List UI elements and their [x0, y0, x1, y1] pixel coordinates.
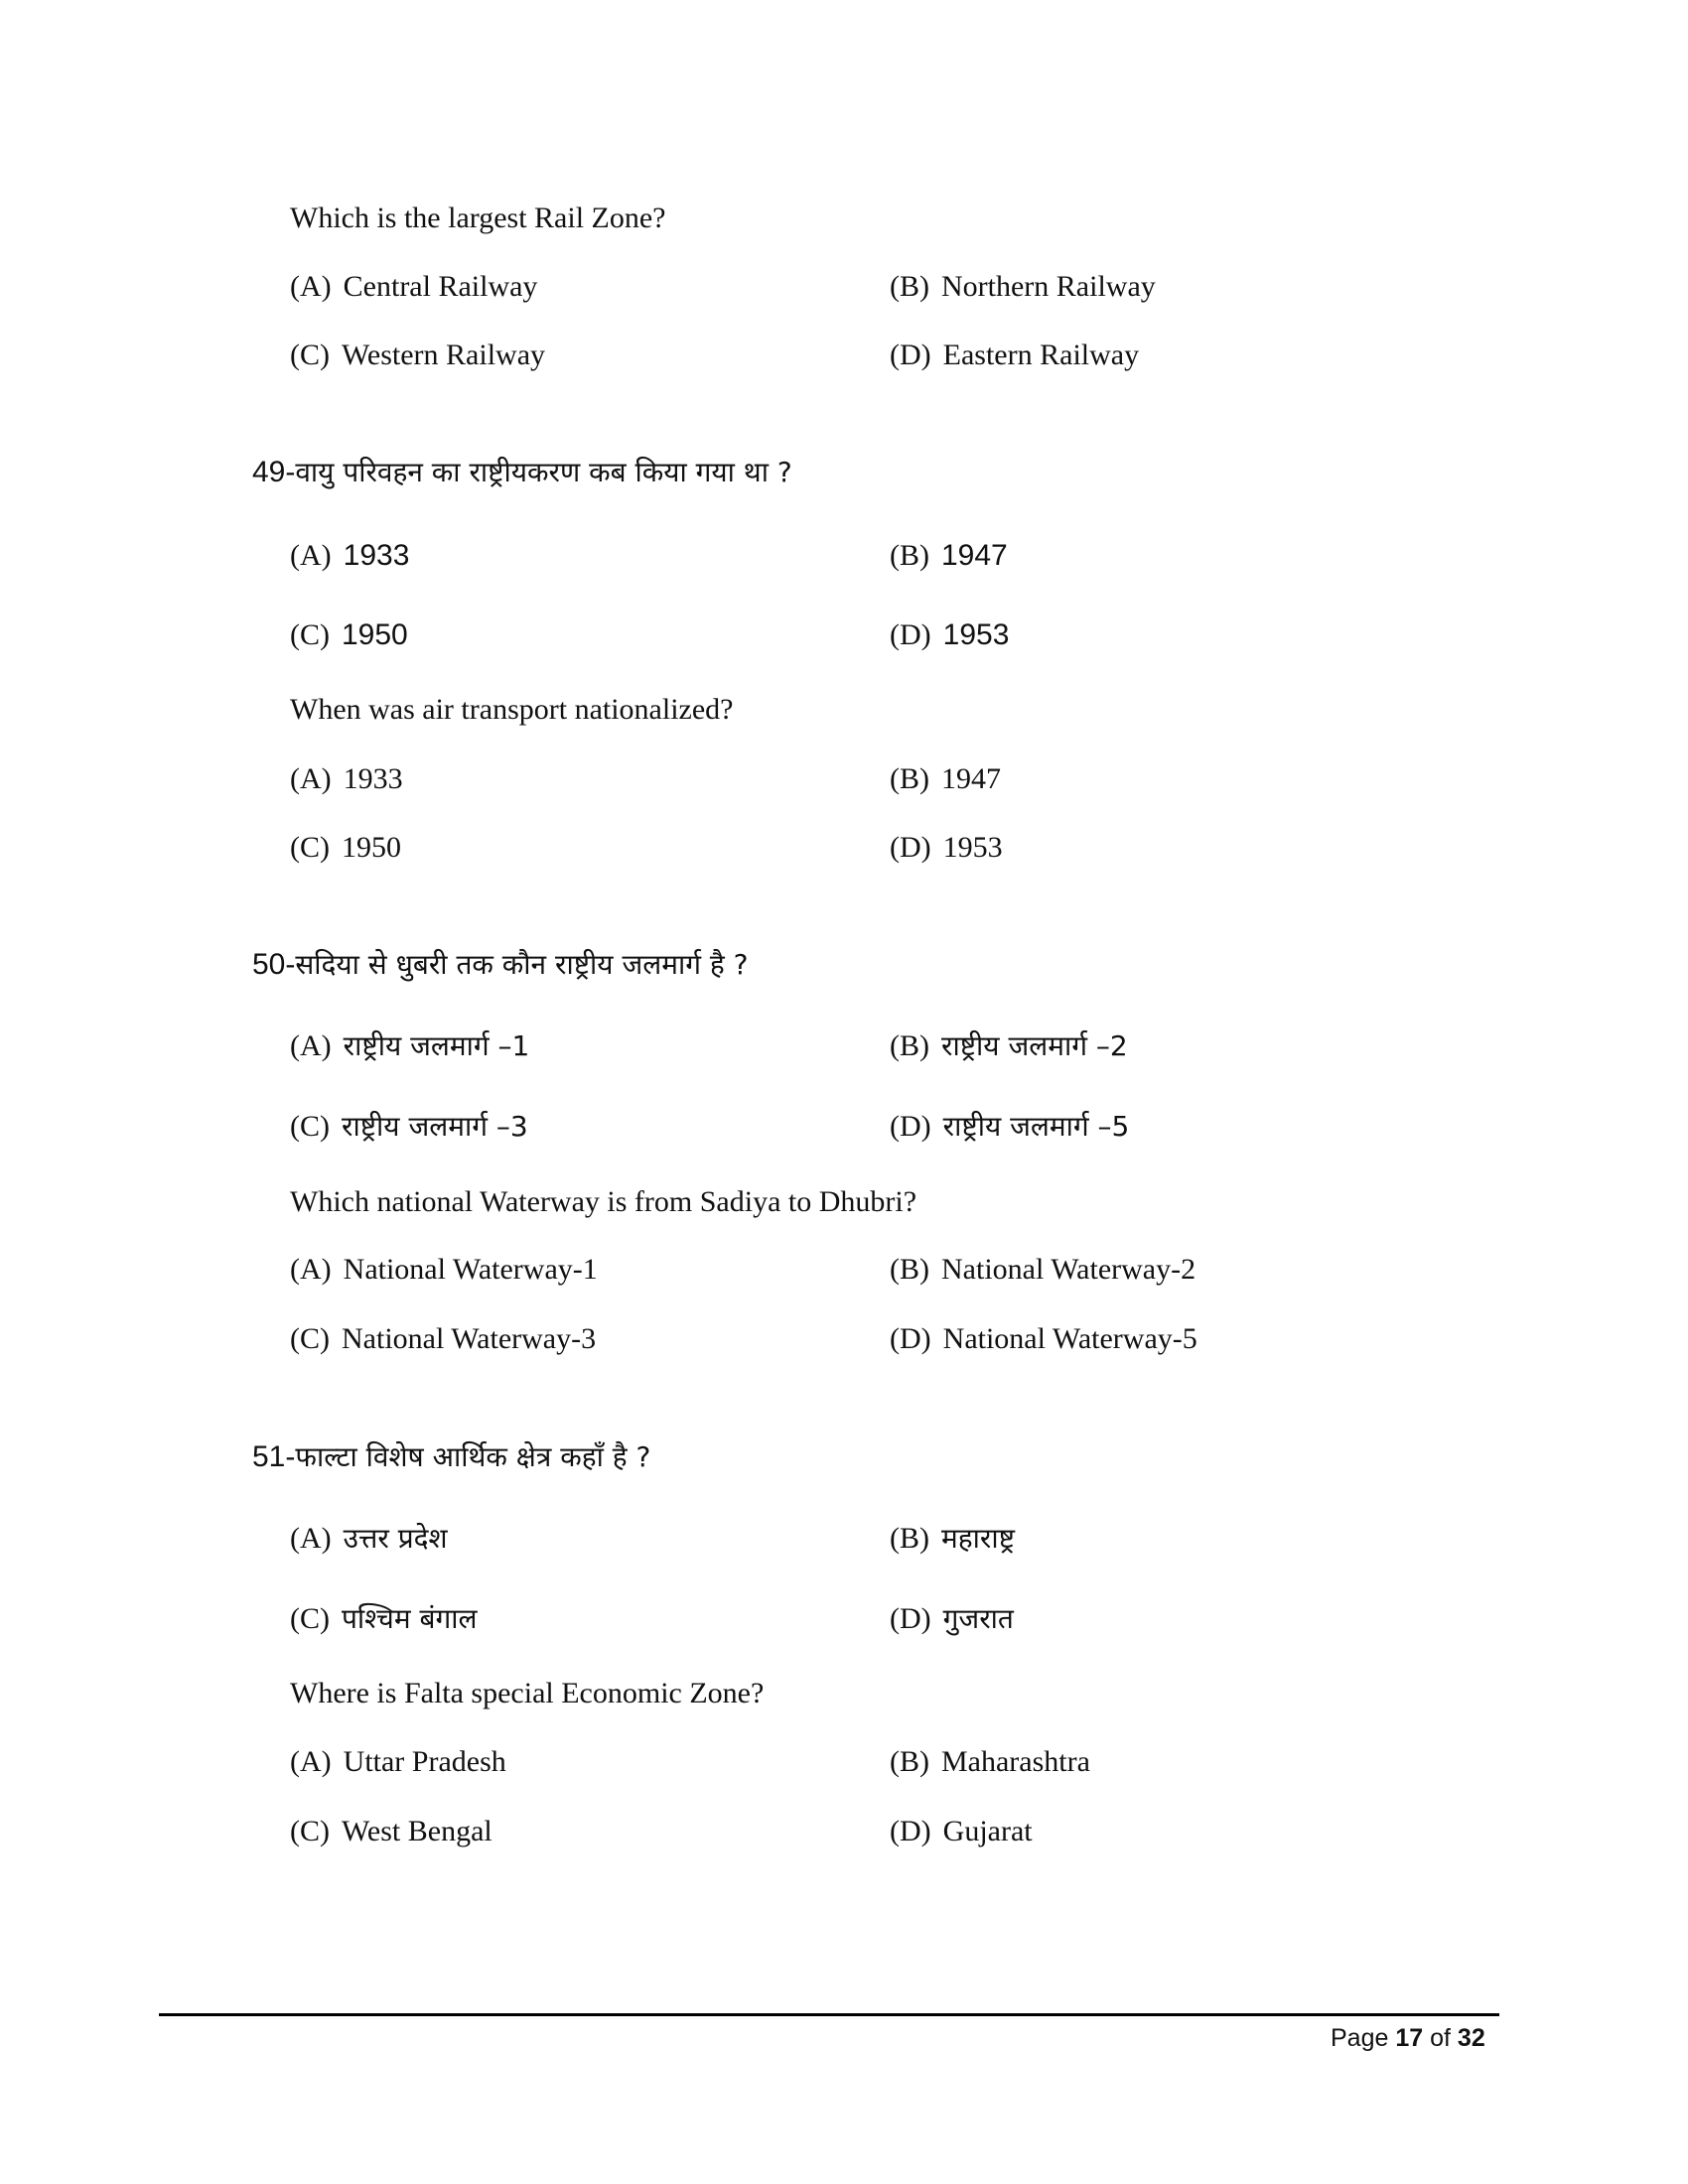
option-label: (B): [890, 1253, 929, 1286]
total-pages: 32: [1457, 2024, 1485, 2052]
option-c: [290, 830, 401, 866]
option-label: (D): [890, 618, 931, 651]
option-text: राष्ट्रीय जलमार्ग –1: [343, 1029, 530, 1062]
option-label: (B): [890, 539, 929, 572]
option-a: [290, 1252, 598, 1288]
question-text: फाल्टा विशेष आर्थिक क्षेत्र कहाँ है ?: [295, 1440, 651, 1473]
page-word: Page: [1331, 2024, 1389, 2052]
option-c: [290, 1814, 492, 1849]
option-text: राष्ट्रीय जलमार्ग –3: [342, 1110, 528, 1143]
option-text: National Waterway-2: [941, 1253, 1196, 1286]
option-c: [290, 617, 408, 653]
option-text: Northern Railway: [941, 270, 1156, 303]
option-a: [290, 1028, 529, 1064]
option-b: [890, 1521, 1015, 1557]
option-a: [290, 538, 409, 574]
option-b: [890, 761, 1001, 797]
option-label: (C): [290, 1815, 330, 1847]
question-number: 50-: [252, 948, 296, 981]
option-d: [890, 1109, 1129, 1145]
option-label: (C): [290, 1110, 330, 1143]
option-label: (D): [890, 1110, 931, 1143]
option-label: (A): [290, 1029, 332, 1062]
option-text: गुजरात: [942, 1602, 1014, 1635]
option-c: [290, 1109, 528, 1145]
option-label: (C): [290, 1322, 330, 1355]
option-a: [290, 761, 403, 797]
option-text: Eastern Railway: [942, 339, 1140, 371]
option-text: National Waterway-1: [343, 1253, 598, 1286]
option-d: [890, 1601, 1014, 1637]
option-label: (A): [290, 539, 332, 572]
option-label: (D): [890, 1322, 931, 1355]
question-number: 51-: [252, 1440, 296, 1473]
option-a: [290, 1521, 448, 1557]
option-text: Central Railway: [343, 270, 538, 303]
question-text: सदिया से धुबरी तक कौन राष्ट्रीय जलमार्ग है ?: [295, 948, 749, 981]
option-label: (A): [290, 1522, 332, 1555]
option-label: (C): [290, 1602, 330, 1635]
option-a: [290, 1744, 506, 1780]
option-label: (A): [290, 762, 332, 795]
option-text: राष्ट्रीय जलमार्ग –2: [941, 1029, 1128, 1062]
question-text: Where is Falta special Economic Zone?: [290, 1677, 765, 1709]
question-text: Which national Waterway is from Sadiya to Dhubri?: [290, 1185, 917, 1218]
option-text: 1947: [941, 762, 1001, 795]
page-number: [1331, 2021, 1485, 2055]
option-text: पश्चिम बंगाल: [342, 1602, 478, 1635]
current-page: 17: [1395, 2024, 1424, 2052]
option-text: राष्ट्रीय जलमार्ग –5: [942, 1110, 1130, 1143]
question-text: Which is the largest Rail Zone?: [290, 202, 666, 234]
option-b: [890, 269, 1156, 305]
of-word: of: [1430, 2024, 1451, 2052]
option-label: (B): [890, 1029, 929, 1062]
option-d: [890, 830, 1003, 866]
question-text: वायु परिवहन का राष्ट्रीयकरण कब किया गया था ?: [295, 456, 792, 488]
option-label: (A): [290, 1253, 332, 1286]
option-d: [890, 338, 1139, 373]
option-c: [290, 1601, 477, 1637]
option-label: (C): [290, 618, 330, 651]
option-text: Uttar Pradesh: [343, 1745, 506, 1778]
question-number: 49-: [252, 456, 296, 488]
option-c: [290, 1321, 596, 1357]
option-d: [890, 1321, 1197, 1357]
option-label: (B): [890, 1522, 929, 1555]
option-label: (A): [290, 270, 332, 303]
option-label: (C): [290, 339, 330, 371]
option-label: (D): [890, 1602, 931, 1635]
option-text: Maharashtra: [941, 1745, 1090, 1778]
option-text: Gujarat: [942, 1815, 1033, 1847]
option-text: National Waterway-5: [942, 1322, 1197, 1355]
option-d: [890, 1814, 1033, 1849]
option-text: उत्तर प्रदेश: [343, 1522, 448, 1555]
option-text: Western Railway: [342, 339, 546, 371]
option-text: 1950: [342, 618, 408, 651]
option-b: [890, 1252, 1196, 1288]
option-label: (D): [890, 1815, 931, 1847]
question-hindi: [252, 455, 792, 490]
option-label: (A): [290, 1745, 332, 1778]
option-text: 1953: [942, 831, 1003, 864]
option-a: [290, 269, 537, 305]
question-hindi: [252, 1439, 650, 1475]
option-label: (D): [890, 339, 931, 371]
option-b: [890, 1028, 1128, 1064]
option-label: (B): [890, 762, 929, 795]
option-label: (B): [890, 270, 929, 303]
option-text: National Waterway-3: [342, 1322, 597, 1355]
option-d: [890, 617, 1009, 653]
option-label: (D): [890, 831, 931, 864]
option-text: 1933: [343, 539, 410, 572]
option-c: [290, 338, 545, 373]
option-text: 1953: [942, 618, 1010, 651]
option-text: 1950: [342, 831, 401, 864]
option-text: महाराष्ट्र: [941, 1522, 1015, 1555]
option-b: [890, 1744, 1090, 1780]
question-text: When was air transport nationalized?: [290, 693, 734, 726]
option-text: West Bengal: [342, 1815, 492, 1847]
footer-rule: [159, 2013, 1499, 2016]
option-b: [890, 538, 1008, 574]
option-text: 1947: [941, 539, 1008, 572]
option-label: (C): [290, 831, 330, 864]
option-text: 1933: [343, 762, 403, 795]
question-hindi: [252, 947, 749, 983]
option-label: (B): [890, 1745, 929, 1778]
